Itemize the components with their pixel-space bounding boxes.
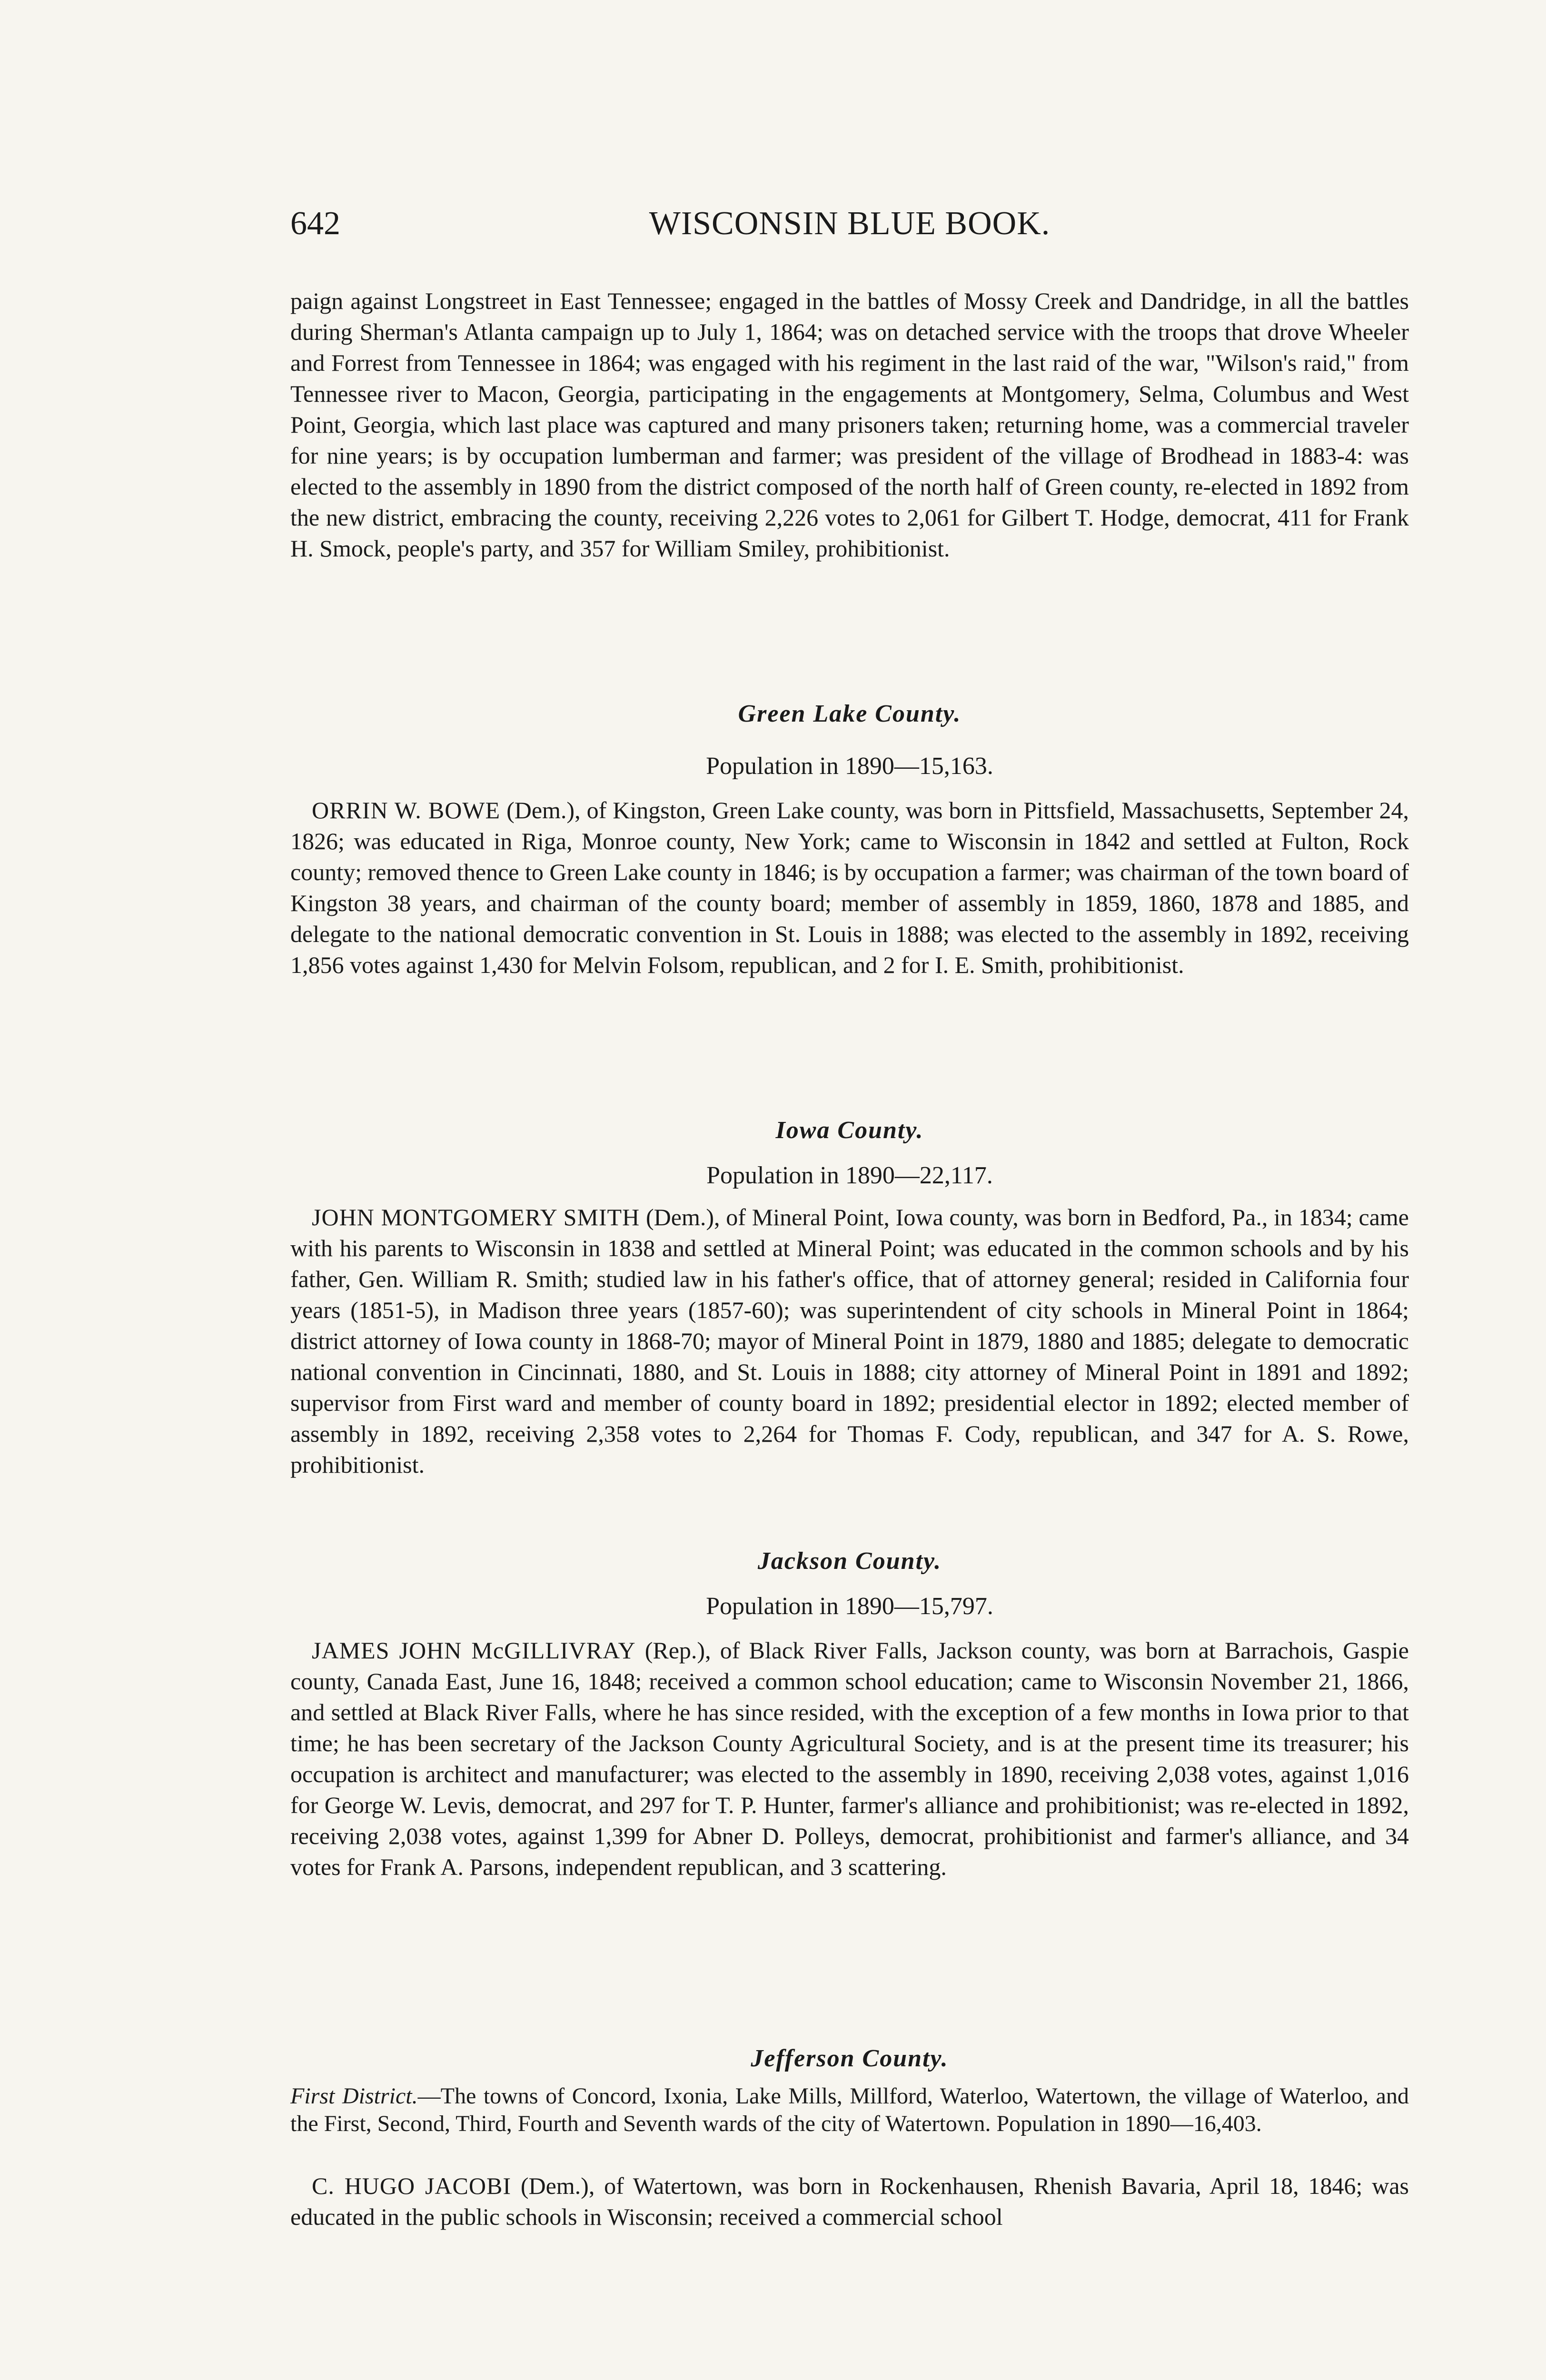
jackson-biography	[290, 1635, 1409, 1883]
member-biography: (Dem.), of Kingston, Green Lake county, was born in Pittsfield, Massachusetts, September 24, 1826; was educated in Riga, Monroe county, New York; came to Wisconsin in 1842 and settled at Fulton, Rock county; removed thence to Green Lake county in 1846; is by occupation a farmer; was chairman of the town board of Kingston 38 years, and chairman of the county board; member of assembly in 1859, 1860, 1878 and 1885, and delegate to the national democratic convention in St. Louis in 1888; was elected to the assembly in 1892, receiving 1,856 votes against 1,430 for Melvin Folsom, republican, and 2 for I. E. Smith, prohibitionist.	[290, 797, 1409, 978]
page-number: 642	[290, 205, 340, 242]
member-biography: (Dem.), of Mineral Point, Iowa county, was born in Bedford, Pa., in 1834; came with his parents to Wisconsin in 1838 and settled at Mineral Point; was educated in the common schools and by his father, Gen. William R. Smith; studied law in his father's office, that of attorney general; resided in California four years (1851-5), in Madison three years (1857-60); was superintendent of city schools in Mineral Point in 1864; district attorney of Iowa county in 1868-70; mayor of Mineral Point in 1879, 1880 and 1885; delegate to democratic national convention in Cincinnati, 1880, and St. Louis in 1888; city attorney of Mineral Point in 1891 and 1892; supervisor from First ward and member of county board in 1892; presidential elector in 1892; elected member of assembly in 1892, receiving 2,358 votes to 2,264 for Thomas F. Cody, republican, and 347 for A. S. Rowe, prohibitionist.	[290, 1204, 1409, 1478]
green-lake-population: Population in 1890—15,163.	[706, 753, 993, 780]
continuation-paragraph: paign against Longstreet in East Tennessee; engaged in the battles of Mossy Creek and Dandridge, in all the battles during Sherman's Atlanta campaign up to July 1, 1864; was on detached service with the troops that drove Wheeler and Forrest from Tennessee in 1864; was engaged with his regiment in the last raid of the war, "Wilson's raid," from Tennessee river to Macon, Georgia, participating in the engagements at Montgomery, Selma, Columbus and West Point, Georgia, which last place was captured and many prisoners taken; returning home, was a commercial traveler for nine years; is by occupation lumberman and farmer; was president of the village of Brodhead in 1883-4: was elected to the assembly in 1890 from the district composed of the north half of Green county, re-elected in 1892 from the new district, embracing the county, receiving 2,226 votes to 2,061 for Gilbert T. Hodge, democrat, 411 for Frank H. Smock, people's party, and 357 for William Smiley, prohibitionist.	[290, 288, 1409, 562]
jackson-heading: Jackson County.	[757, 1547, 942, 1575]
member-biography: (Dem.), of Watertown, was born in Rockenhausen, Rhenish Bavaria, April 18, 1846; was educated in the public schools in Wisconsin; received a commercial school	[290, 2172, 1409, 2230]
district-description: —The towns of Concord, Ixonia, Lake Mills, Millford, Waterloo, Watertown, the village of Waterloo, and the First, Second, Third, Fourth and Seventh wards of the city of Watertown. Population in 1890—16,403.	[290, 2083, 1409, 2136]
book-title: WISCONSIN BLUE BOOK.	[649, 205, 1050, 242]
running-head	[290, 205, 1409, 248]
iowa-population: Population in 1890—22,117.	[706, 1162, 993, 1189]
district-label: First District.	[290, 2083, 418, 2109]
jefferson-district	[290, 2082, 1409, 2138]
jefferson-biography	[290, 2171, 1409, 2232]
continuation-section	[290, 286, 1409, 564]
green-lake-biography	[290, 795, 1409, 981]
jackson-population: Population in 1890—15,797.	[706, 1593, 993, 1620]
member-name: JOHN MONTGOMERY SMITH	[312, 1204, 640, 1230]
iowa-biography	[290, 1202, 1409, 1480]
jefferson-heading: Jefferson County.	[751, 2045, 949, 2072]
member-name: JAMES JOHN McGILLIVRAY	[312, 1637, 636, 1664]
member-biography: (Rep.), of Black River Falls, Jackson county, was born at Barrachois, Gaspie county, Canada East, June 16, 1848; received a common school education; came to Wisconsin November 21, 1866, and settled at Black River Falls, where he has since resided, with the exception of a few months in Iowa prior to that time; he has been secretary of the Jackson County Agricultural Society, and is at the present time its treasurer; his occupation is architect and manufacturer; was elected to the assembly in 1890, receiving 2,038 votes, against 1,016 for George W. Levis, democrat, and 297 for T. P. Hunter, farmer's alliance and prohibitionist; was re-elected in 1892, receiving 2,038 votes, against 1,399 for Abner D. Polleys, democrat, prohibitionist and farmer's alliance, and 34 votes for Frank A. Parsons, independent republican, and 3 scattering.	[290, 1637, 1409, 1880]
member-name: C. HUGO JACOBI	[312, 2172, 511, 2199]
member-name: ORRIN W. BOWE	[312, 797, 501, 823]
iowa-heading: Iowa County.	[775, 1117, 924, 1144]
green-lake-heading: Green Lake County.	[738, 700, 961, 727]
